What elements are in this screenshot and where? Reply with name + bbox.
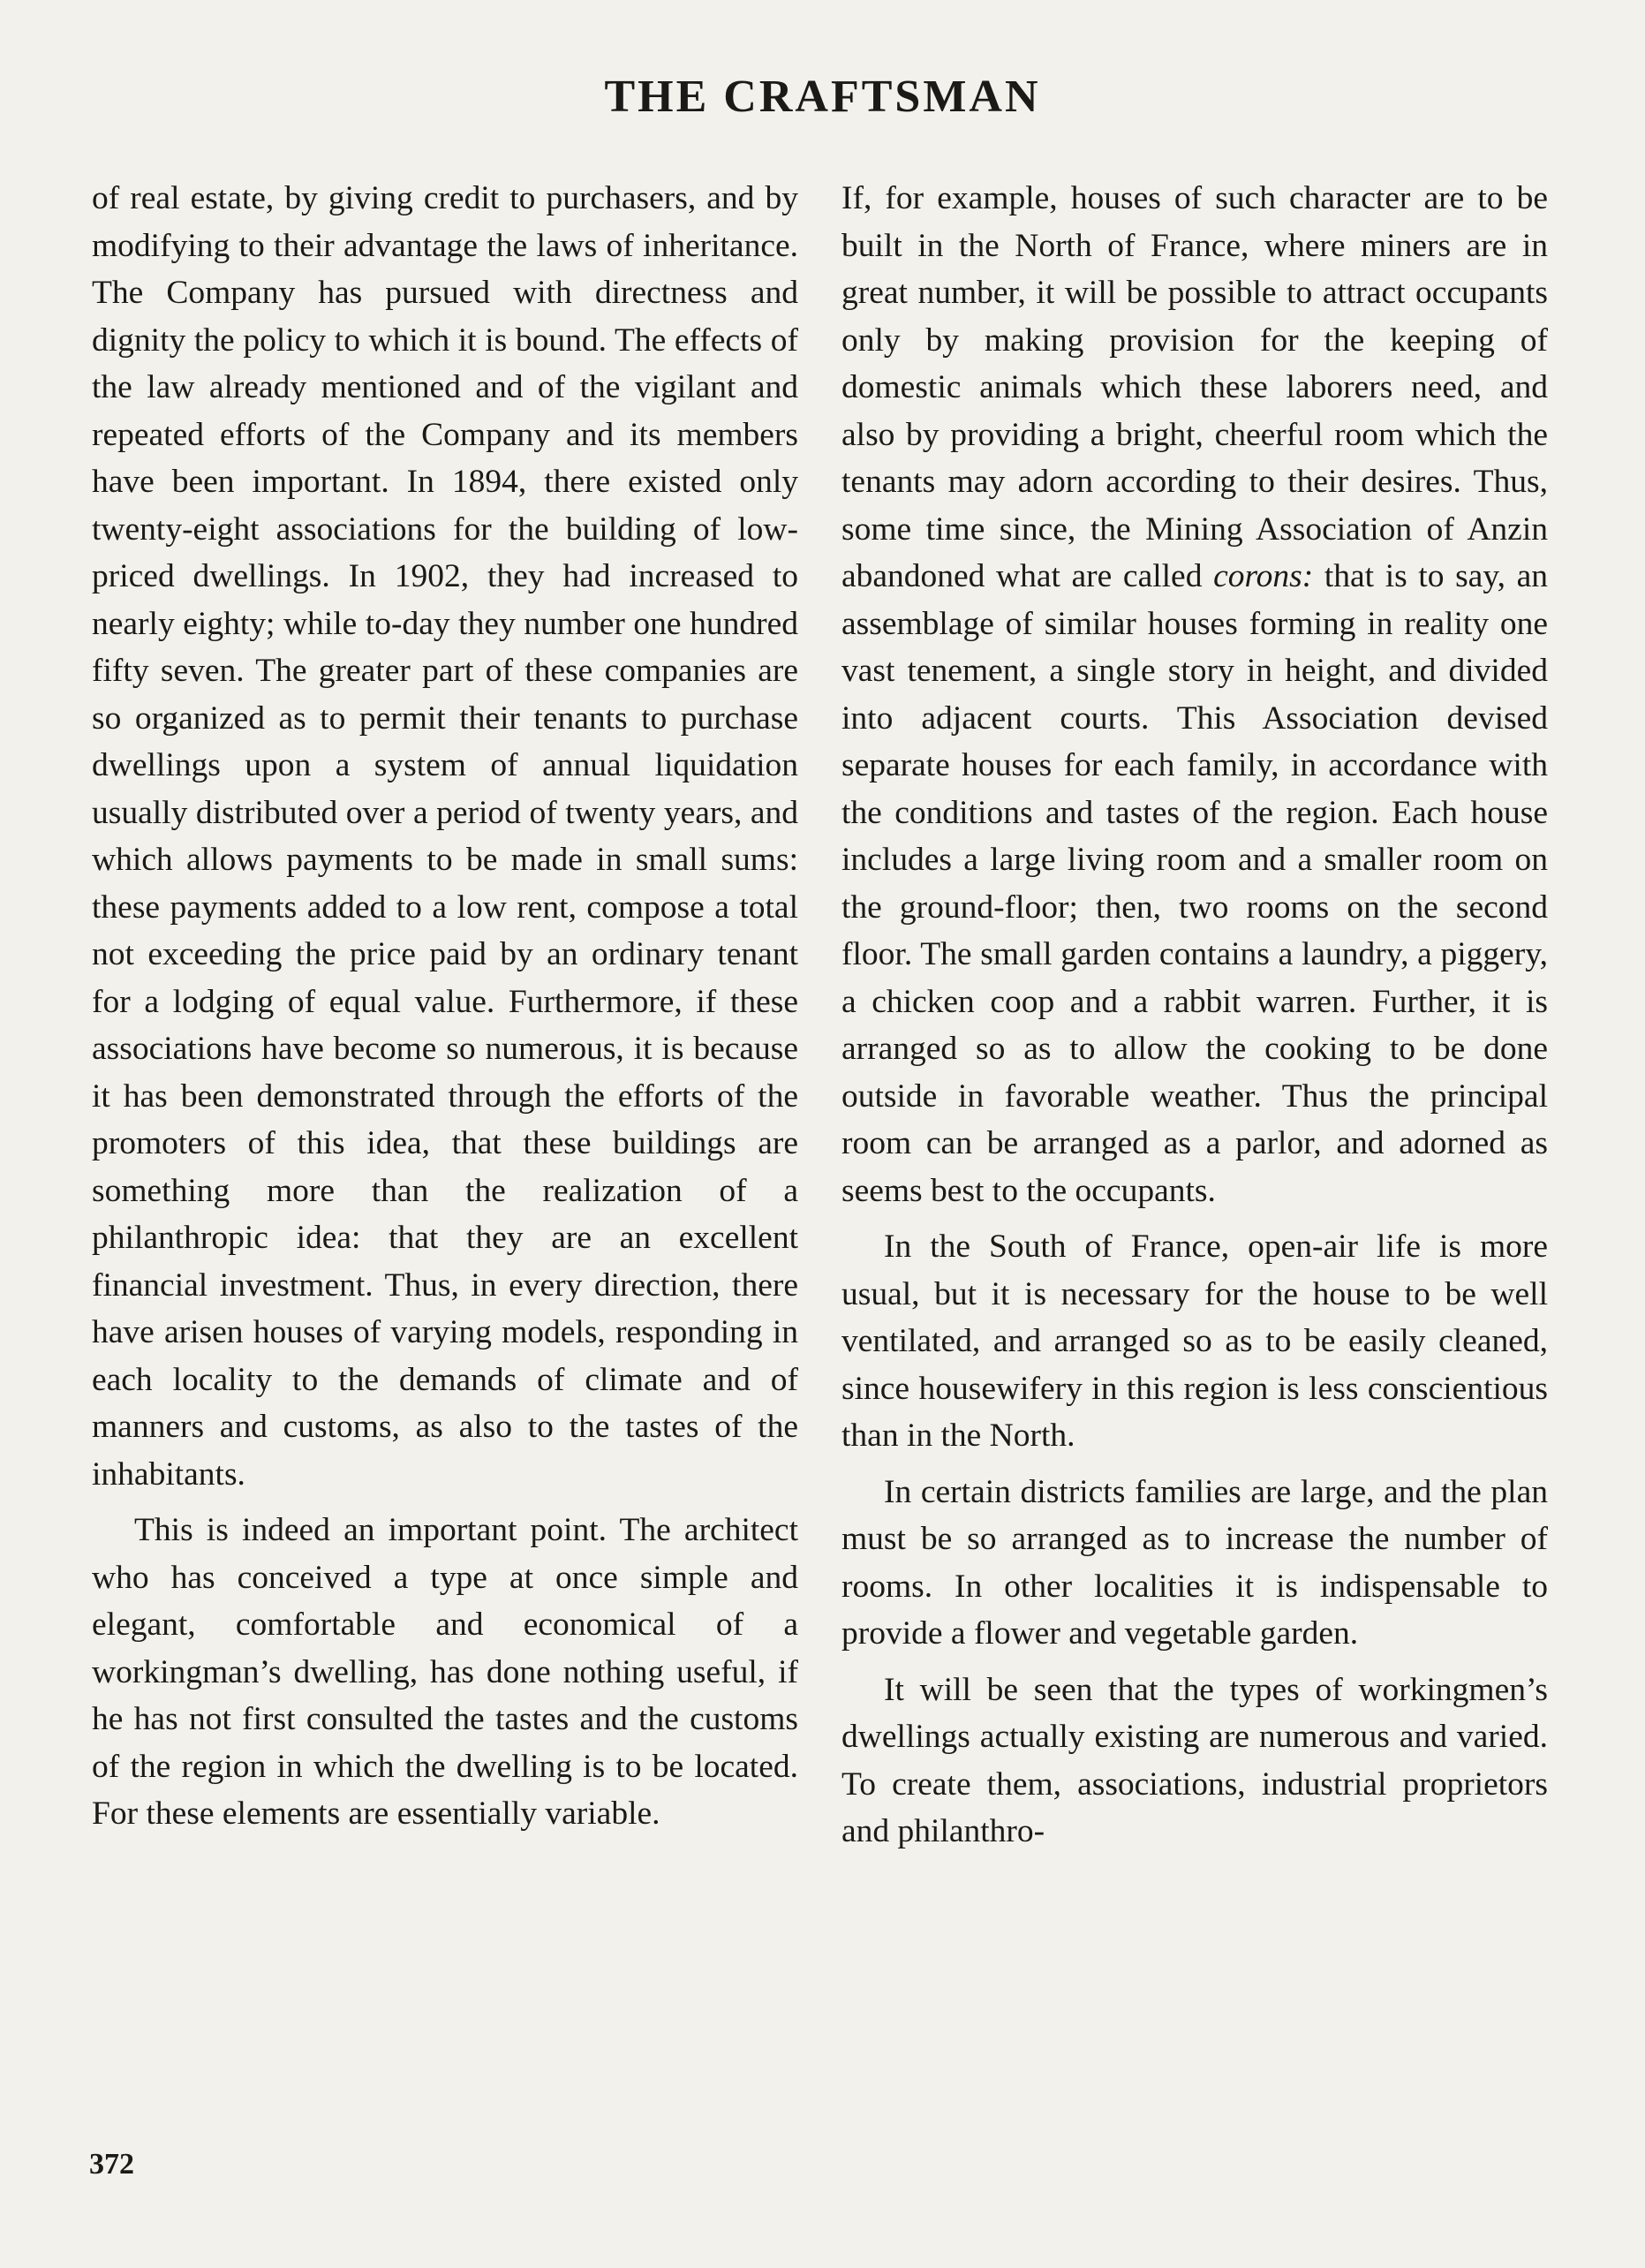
page-number: 372	[89, 2148, 134, 2181]
right-paragraph-1	[841, 175, 1548, 1214]
right-paragraph-3: In certain districts families are large, and the plan must be so arranged as to increase the number of rooms. In other localities it is indispensable to provide a flower and vegetable garden.	[841, 1473, 1548, 1652]
left-paragraph-1: of real estate, by giving credit to purchasers, and by modifying to their advantage the laws of inheritance. The Company has pursued with directness and dignity the policy to which it is bound. The effects of the law already mentioned and of the vigilant and repeated efforts of the Company and its members have been important. In 1894, there existed only twenty-eight associations for the building of low-priced dwellings. In 1902, they had increased to nearly eighty; while to-day they number one hundred fifty seven. The greater part of these companies are so organized as to permit their tenants to purchase dwellings upon a system of annual liquidation usually distributed over a period of twenty years, and which allows payments to be made in small sums: these payments added to a low rent, compose a total not exceeding the price paid by an ordinary tenant for a lodging of equal value. Furthermore, if these associations have become so numerous, it is because it has been demonstrated through the efforts of the promoters of this idea, that these buildings are something more than the realization of a philanthropic idea: that they are an excellent financial investment. Thus, in every direction, there have arisen houses of varying models, responding in each locality to the demands of climate and of manners and customs, as also to the tastes of the inhabitants.	[92, 180, 798, 1493]
left-paragraph-2: This is indeed an important point. The architect who has conceived a type at once simple and elegant, comfortable and economical of a workingman’s dwelling, has done nothing useful, if he has not first consulted the tastes and the customs of the region in which the dwelling is to be located. For these elements are essentially variable.	[92, 1512, 798, 1832]
italic-term-corons: corons:	[1213, 558, 1314, 594]
right-paragraph-1-text-b: that is to say, an assemblage of similar houses forming in reality one vast tenement, a single story in height, and divided into adjacent courts. This Association devised separate houses for each family, in accordance with the conditions and tastes of the region. Each house includes a large living room and a smaller room on the ground-floor; then, two rooms on the second floor. The small garden contains a laundry, a piggery, a chicken coop and a rabbit warren. Further, it is arranged so as to allow the cooking to be done outside in favorable weather. Thus the principal room can be arranged as a parlor, and adorned as seems best to the occupants.	[841, 558, 1549, 1209]
running-header: THE CRAFTSMAN	[604, 72, 1041, 122]
right-paragraph-4: It will be seen that the types of workingmen’s dwellings actually existing are numerous and varied. To create them, associations, industrial proprietors and philanthro-	[841, 1671, 1548, 1849]
left-column	[92, 175, 798, 1838]
right-paragraph-2: In the South of France, open-air life is more usual, but it is necessary for the house to be well ventilated, and arranged so as to be easily cleaned, since housewifery in this region is less conscientious than in the North.	[841, 1228, 1548, 1454]
right-paragraph-1-text-a: If, for example, houses of such character are to be built in the North of France, where miners are in great number, it will be possible to attract occupants only by making provision for the keeping of domestic animals which these laborers need, and also by providing a bright, cheerful room which the tenants may adorn according to their desires. Thus, some time since, the Mining Association of Anzin abandoned what are called	[841, 180, 1548, 594]
right-column	[841, 175, 1548, 1856]
